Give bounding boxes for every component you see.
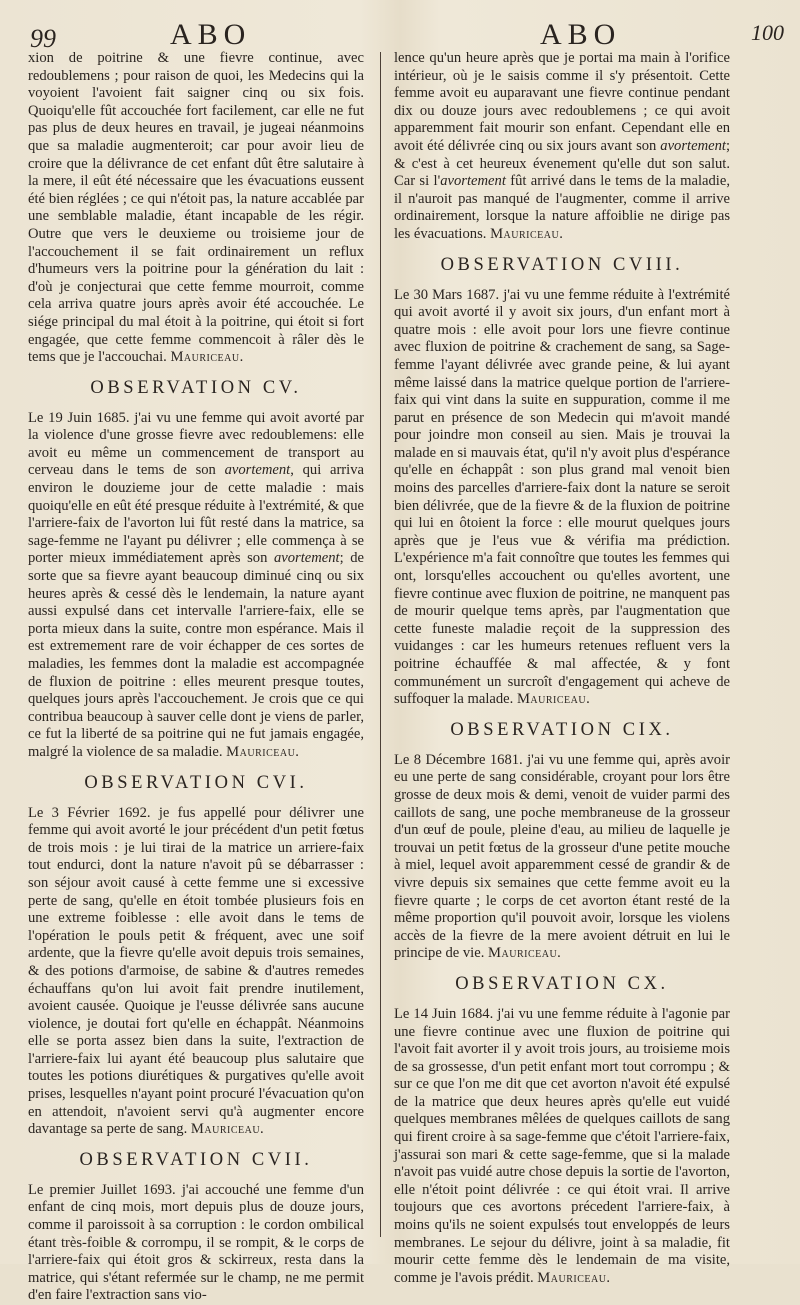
obs-cv-italic-term: avortement — [273, 550, 340, 567]
column-divider — [380, 52, 381, 1237]
author-signature: Mauriceau. — [488, 945, 562, 962]
obs-cvii-text: Le premier Juillet 1693. j'ai accouché une femme d'un enfant de cinq mois, mort depuis plus de douze jours, comme il paroissoit à sa corruption : le cordon ombilical étant très-foible & corrompu, il se rompit, & le corps de l'arriere-faix qui étoit gros & sckirreux, resta dans la matrice, qui s'étant refermée sur le champ, ne me permit d'en faire l'extraction sans vio- — [28, 1181, 364, 1304]
author-signature: Mauriceau. — [537, 1269, 611, 1286]
left-running-head: ABO — [170, 18, 252, 51]
observation-cvii-text — [28, 1182, 364, 1305]
obs-cv-text-part: Le 19 Juin 1685. j'ai vu une femme qui avoit avorté par la violence d'une grosse fievre avec redoublemens: elle avoit eu même un commencement de transport au cerveau dans le tems de son — [28, 409, 364, 479]
obs-cx-text: Le 14 Juin 1684. j'ai vu une femme réduite à l'agonie par une fievre continue avec une fluxion de poitrine qui l'avoit fait avorter il y avoit trois jours, au troisieme mois de sa grossesse, d'un petit enfant mort tout corrompu ; & sur ce que l'on me dit que cet avorton n'avoit été expulsé de la matrice que deux heures après qu'elle eut vuidé quelques membranes mêlées de quelques caillots de sang qui firent croire à sa sage-femme que c'étoit l'arriere-faix, j'assurai son mari & cette sage-femme, que si la malade n'avoit pas vuidé autre chose depuis la sortie de l'avorton, elle n'étoit point délivrée : ce qui étoit vrai. Il arrive toujours que ces avortons précedent l'arriere-faix, à moins qu'ils ne soient expulsés tout enveloppés de leurs membranes. Le sejour du délivre, joint à sa maladie, fit mourir cette femme dès le lendemain de ma visite, comme je l'avois prédit. — [394, 1005, 730, 1286]
observation-heading-cx: OBSERVATION CX. — [455, 973, 669, 994]
right-running-head: ABO — [540, 18, 622, 51]
observation-heading-cv: OBSERVATION CV. — [90, 377, 302, 398]
obs-cvi-text: Le 3 Février 1692. je fus appellé pour délivrer une femme qui avoit avorté le jour précédent d'un petit fœtus de trois mois : je lui tirai de la matrice un arriere-faix tout endurci, dont la nature n'avoit pû se débarrasser : son séjour avoit causé à cette femme une si excessive perte de sang, qu'elle en étoit tombée plusieurs fois en une extreme foiblesse : elle avoit dans le tems de l'opération le pouls petit & fréquent, avec une soif ardente, que la fievre qu'elle avoit depuis trois semaines, & des potions d'armoise, de sabine & d'autres remedes échauffans qu'on lui avoit fait prendre inutilement, avoient causée. Quoique je l'eusse délivrée sans aucune violence, je doutai fort qu'elle en échappât. Néanmoins elle se porta assez bien dans la suite, l'extraction de l'arriere-faix lui ayant été beaucoup plus salutaire que toutes les potions diurétiques & purgatives qu'elle avoit prises, lesquelles n'ayant point procuré l'évacuation qu'on en attendoit, n'avoient servi qu'à augmenter encore davantage sa perte de sang. — [28, 804, 364, 1138]
observation-heading-cvi: OBSERVATION CVI. — [84, 772, 308, 793]
continuation-italic-term: avortement — [660, 137, 726, 154]
author-signature: Mauriceau. — [170, 349, 244, 366]
opening-paragraph — [28, 50, 364, 367]
observation-heading-cvii: OBSERVATION CVII. — [79, 1149, 313, 1170]
continuation-text: lence qu'un heure après que je portai ma main à l'orifice intérieur, où je le saisis comme il s'y présentoit. Cette femme avoit eu auparavant une fievre continue pendant dix ou douze jours avec redoublemens ; ce qui avoit apparemment fait mourir son enfant. Cependant elle en avoit été délivrée cinq ou six jours avant son — [394, 50, 730, 154]
obs-cviii-text: Le 30 Mars 1687. j'ai vu une femme réduite à l'extrémité qui avoit avorté il y avoit six jours, d'un enfant mort à quatre mois : elle avoit pour lors une fievre continue avec fluxion de poitrine & crachement de sang, sa Sage-femme l'ayant délivrée avec grande peine, & lui ayant même laissé dans la matrice quelque portion de l'arriere-faix qui vint dans la suite en suppuration, comme il me parut en présence de son Medecin qui m'avoit mandé pour joindre mon conseil au sien. Mais je trouvai la malade en si mauvais état, qu'il n'y avoit plus d'espérance qu'elle en échappât : son plus grand mal venoit bien moins des parcelles d'arriere-faix dont la nature se seroit bien délivrée, que de la fievre & de la fluxion de poitrine qui lui en ôtoient la force : elle mourut quelques jours après que je l'eus vue & vérifia ma prédiction. L'expérience m'a fait connoître que toutes les femmes qui ont, lorsqu'elles accouchent ou qu'elles avortent, une fievre continue avec fluxion de poitrine, ne manquent pas de mourir quelque tems après, par l'augmentation que cette funeste maladie reçoit de la suppression des vuidanges : car les humeurs retenues refluent vers la poitrine échauffée & mal affectée, & y font communément un surcroît d'engagement qui acheve de suffoquer la malade. — [394, 286, 730, 708]
continuation-text: ; & c'est à cet heureux évenement qu'elle dut son salut. Car si l' — [394, 137, 730, 190]
observation-cv-text — [28, 410, 364, 762]
continuation-italic-term: avortement — [440, 173, 506, 190]
continuation-text: fût arrivé dans le tems de la maladie, il n'auroit pas manqué de l'augmenter, comme il arrive ordinairement, lorsque la nature affoiblie ne dirige pas les évacuations. — [394, 173, 730, 242]
left-page-number: 99 — [30, 24, 56, 53]
author-signature: Mauriceau. — [226, 743, 300, 760]
observation-cviii-text — [394, 287, 730, 709]
right-column — [394, 50, 730, 1286]
obs-cv-italic-term: avortement — [224, 462, 291, 479]
obs-cv-text-part: ; de sorte que sa fievre ayant beaucoup diminué cinq ou six heures après & cessé dès le lendemain, la nature ayant aussi expulsé dans cet intervalle l'arriere-faix, elle se porta mieux dans la suite, contre mon espérance. Mais il est extremement rare de voir échapper de ces sortes de maladies, les femmes dont la maladie est accompagnée de fluxion de poitrine : elles meurent presque toutes, quelques jours après l'accouchement. Je crois que ce qui contribua beaucoup à sauver celle dont je viens de parler, ce fut la liberté de sa poitrine qui ne fut jamais engagée, malgré la violence de sa maladie. — [28, 550, 364, 760]
right-page-number: 100 — [751, 20, 784, 45]
author-signature: Mauriceau. — [516, 691, 591, 708]
opening-text: xion de poitrine & une fievre continue, avec redoublemens ; pour raison de quoi, les Medecins qui la voyoient l'avoient fait saigner cinq ou six fois. Quoiqu'elle fût accouchée fort facilement, car elle ne fut pas plus de deux heures en travail, je jugeai néanmoins que sa maladie augmenteroit; car pour avoir lieu de croire que la délivrance de cet enfant dût être salutaire à la mere, il eût été nécessaire que les évacuations eussent été bien réglées ; ce qui n'étoit pas, la nature accablée par une semblable maladie, étant incapable de les régir. Outre que vers le deuxieme ou troisieme jour de l'accouchement il se fait ordinairement un reflux d'humeurs vers la poitrine pour la génération du lait : d'où je conjecturai que cette femme mourroit, comme cela arriva quatre jours après avoir été accouchée. Le siége principal du mal étoit à la poitrine, qui étoit si fort engagée, que cette femme commencoit à râler dès le tems que je l'accouchai. — [28, 50, 364, 366]
observation-cx-text — [394, 1006, 730, 1288]
obs-cv-text-part: , qui arriva environ le douzieme jour de cette maladie : mais quoiqu'elle en eût été presque réduite à l'extrémité, & que l'arriere-faix de l'avorton lui fût resté dans la matrice, sa sage-femme ne l'ayant pu délivrer ; elle commença à se porter mieux immédiatement après son — [28, 462, 364, 567]
author-signature: Mauriceau. — [190, 1121, 265, 1138]
continuation-paragraph — [394, 50, 730, 244]
observation-heading-cix: OBSERVATION CIX. — [450, 719, 674, 740]
observation-heading-cviii: OBSERVATION CVIII. — [440, 254, 684, 275]
obs-cix-text: Le 8 Décembre 1681. j'ai vu une femme qui, après avoir eu une perte de sang considérable, croyant pour lors être grosse de deux mois & demi, venoit de vuider parmi des caillots de sang, une poche membraneuse de la grosseur d'un œuf de poule, pleine d'eau, au milieu de laquelle je trouvai un petit fœtus de la grosseur d'une petite mouche à miel, lequel avoit apparemment cessé de grandir & de vivre depuis six semaines que cette femme avoit eu la fievre quarte ; le corps de cet avorton étant resté de la même proportion qu'il pouvoit avoir, lorsque les violens accès de la fievre de la mere avoient détruit en lui le principe de vie. — [394, 751, 730, 962]
observation-cix-text — [394, 752, 730, 963]
observation-cvi-text — [28, 805, 364, 1139]
left-column — [28, 50, 364, 1304]
author-signature: Mauriceau. — [490, 225, 564, 242]
